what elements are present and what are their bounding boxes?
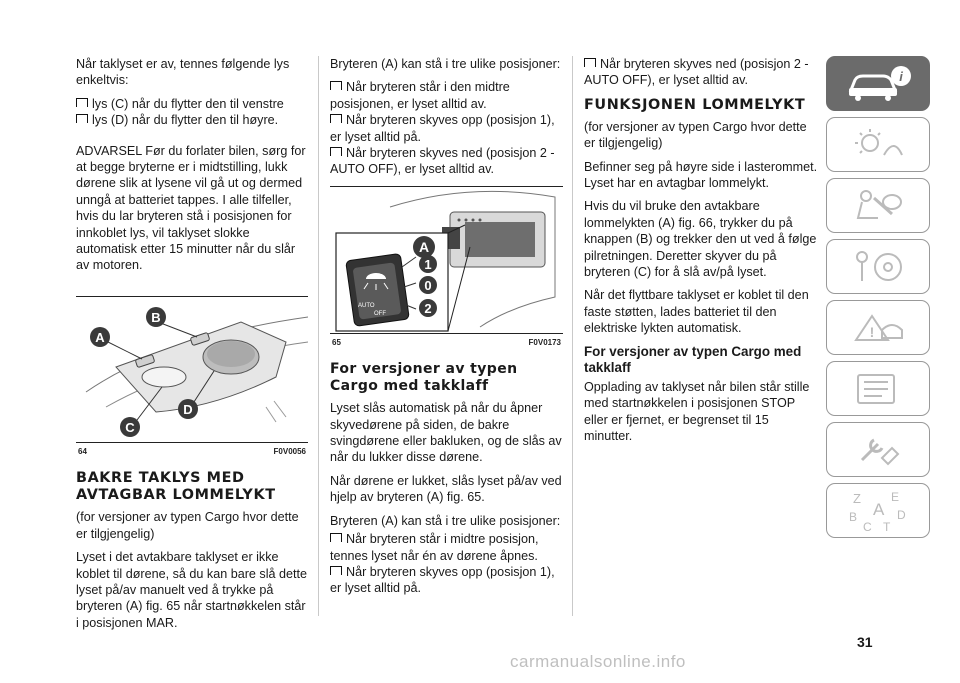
key-steering-icon (848, 247, 908, 287)
paragraph: Opplading av taklyset når bilen står stille med startnøkkelen i posisjonen STOP eller er fjernet, er begrenset til 15 minutter. (584, 379, 810, 443)
svg-text:!: ! (869, 323, 875, 340)
paragraph: Når det flyttbare taklyset er koblet til den faste støtten, lades batteriet til den elektriske lykten automatisk. (584, 288, 809, 336)
chapter-tabs (826, 56, 930, 544)
page-number: 31 (857, 634, 873, 650)
paragraph-intro: Når taklyset er av, tennes følgende lys enkeltvis: (76, 57, 290, 88)
label-a: A (418, 238, 430, 255)
index-letter: T (883, 519, 891, 533)
index-letter: A (873, 499, 885, 519)
section-heading: For versjoner av typen Cargo med takklaff (330, 361, 518, 395)
figure-number: 65 (332, 337, 341, 347)
label-d: D (183, 401, 193, 417)
label-c: C (125, 419, 135, 435)
label-1: 1 (424, 256, 432, 272)
svg-text:i: i (899, 68, 903, 84)
airbag-seat-icon (848, 186, 908, 226)
bullet-icon (330, 81, 342, 90)
column-3 (584, 56, 820, 451)
index-letter: D (897, 507, 906, 522)
watermark: carmanualsonline.info (510, 652, 686, 671)
paragraph: Bryteren (A) kan stå i tre ulike posisjoner: (330, 513, 561, 528)
bullet-item: Når bryteren skyves ned (posisjon 2 - AUTO OFF), er lyset alltid av. (330, 146, 555, 177)
subsection-heading: For versjoner av typen Cargo med takklaff (584, 343, 802, 375)
paragraph: (for versjoner av typen Cargo hvor dette er tilgjengelig) (76, 510, 299, 541)
paragraph-intro: Bryteren (A) kan stå i tre ulike posisjoner: (330, 57, 561, 71)
bullet-item: Når bryteren skyves opp (posisjon 1), er lyset alltid på. (330, 564, 555, 596)
figure-number: 64 (78, 446, 87, 456)
figure-64 (76, 296, 308, 443)
tab-technical[interactable] (826, 422, 930, 477)
tab-maintenance[interactable] (826, 361, 930, 416)
bullet-icon (330, 114, 342, 123)
bullet-icon (76, 98, 88, 107)
column-divider (572, 56, 573, 616)
tab-safety[interactable] (826, 178, 930, 233)
figure-code: F0V0173 (528, 337, 561, 347)
switch-auto-label: AUTO (358, 302, 375, 309)
alphabet-index-icon (843, 489, 913, 533)
car-info-icon (843, 64, 913, 104)
tab-driving[interactable] (826, 239, 930, 294)
index-letter: C (863, 519, 872, 533)
dashboard-light-icon (848, 125, 908, 165)
label-0: 0 (424, 277, 432, 293)
bullet-icon (584, 58, 596, 67)
warning-paragraph: ADVARSEL Før du forlater bilen, sørg for at begge bryterne er i midtstilling, lukk dørene slik at lysene vil gå ut og dermed unngå at batteriet tappes. I alle tilfeller, hvis du lar bryteren stå i posisjonen for innkoblet lys, vil taklyset slokke automatisk etter 15 minutter når du slår av motoren. (76, 143, 306, 273)
dome-light-illustration (76, 297, 308, 442)
tab-index[interactable] (826, 483, 930, 538)
label-b: B (151, 309, 161, 325)
switch-panel-illustration (330, 187, 563, 333)
bullet-icon (76, 114, 88, 123)
switch-off-label: OFF (374, 310, 386, 317)
bullet-item: Når bryteren skyves ned (posisjon 2 - AUTO OFF), er lyset alltid av. (584, 57, 809, 88)
column-1 (76, 56, 308, 638)
paragraph: Lyset i det avtakbare taklyset er ikke koblet til dørene, så du kan bare slå dette lyset på/av manuelt ved å trykke på bryteren (A) fig. 65 når startnøkkelen står i posisjonen MAR. (76, 550, 308, 630)
paragraph: (for versjoner av typen Cargo hvor dette er tilgjengelig) (584, 119, 807, 151)
index-letter: B (849, 509, 858, 524)
tab-emergency[interactable] (826, 300, 930, 355)
label-a: A (95, 329, 105, 345)
index-letter: E (891, 489, 900, 504)
column-divider (318, 56, 319, 616)
figure-caption (330, 335, 563, 351)
tab-dashboard[interactable] (826, 117, 930, 172)
warning-triangle-icon (848, 308, 908, 348)
bullet-item: Når bryteren skyves opp (posisjon 1), er lyset alltid på. (330, 113, 555, 144)
wrench-tools-icon (848, 430, 908, 470)
figure-code: F0V0056 (273, 446, 306, 456)
tab-car-info[interactable] (826, 56, 930, 111)
section-heading: FUNKSJONEN LOMMELYKT (584, 96, 806, 113)
column-2 (330, 56, 563, 597)
bullet-item: Når bryteren står i den midtre posisjonen, er lyset alltid av. (330, 80, 510, 111)
bullet-icon (330, 533, 342, 542)
bullet-item: lys (D) når du flytter den til høyre. (76, 112, 308, 128)
bullet-icon (330, 566, 342, 575)
bullet-item: Når bryteren står i midtre posisjon, tennes lyset når én av dørene åpnes. (330, 532, 539, 563)
label-2: 2 (424, 300, 432, 316)
bullet-item: lys (C) når du flytter den til venstre (76, 96, 308, 112)
paragraph: Befinner seg på høyre side i lasterommet. Lyset har en avtagbar lommelykt. (584, 159, 818, 191)
paragraph: Når dørene er lukket, slås lyset på/av ved hjelp av bryteren (A) fig. 65. (330, 473, 562, 505)
bullet-icon (330, 147, 342, 156)
paragraph: Lyset slås automatisk på når du åpner skyvedørene på siden, de bakre svingdørene eller bakluken, og de slås av når du lukker disse dørene. (330, 401, 562, 465)
section-heading: BAKRE TAKLYS MED AVTAGBAR LOMMELYKT (76, 470, 276, 504)
paragraph: Hvis du vil bruke den avtakbare lommelykten (A) fig. 66, trykker du på knappen (B) og trekker den ut ved å følge pilretningen. Deretter skyver du på bryteren (C) for å slå av/på lyset. (584, 199, 817, 280)
maintenance-list-icon (848, 369, 908, 409)
figure-65 (330, 186, 563, 334)
figure-caption (76, 444, 308, 460)
index-letter: Z (853, 490, 861, 506)
